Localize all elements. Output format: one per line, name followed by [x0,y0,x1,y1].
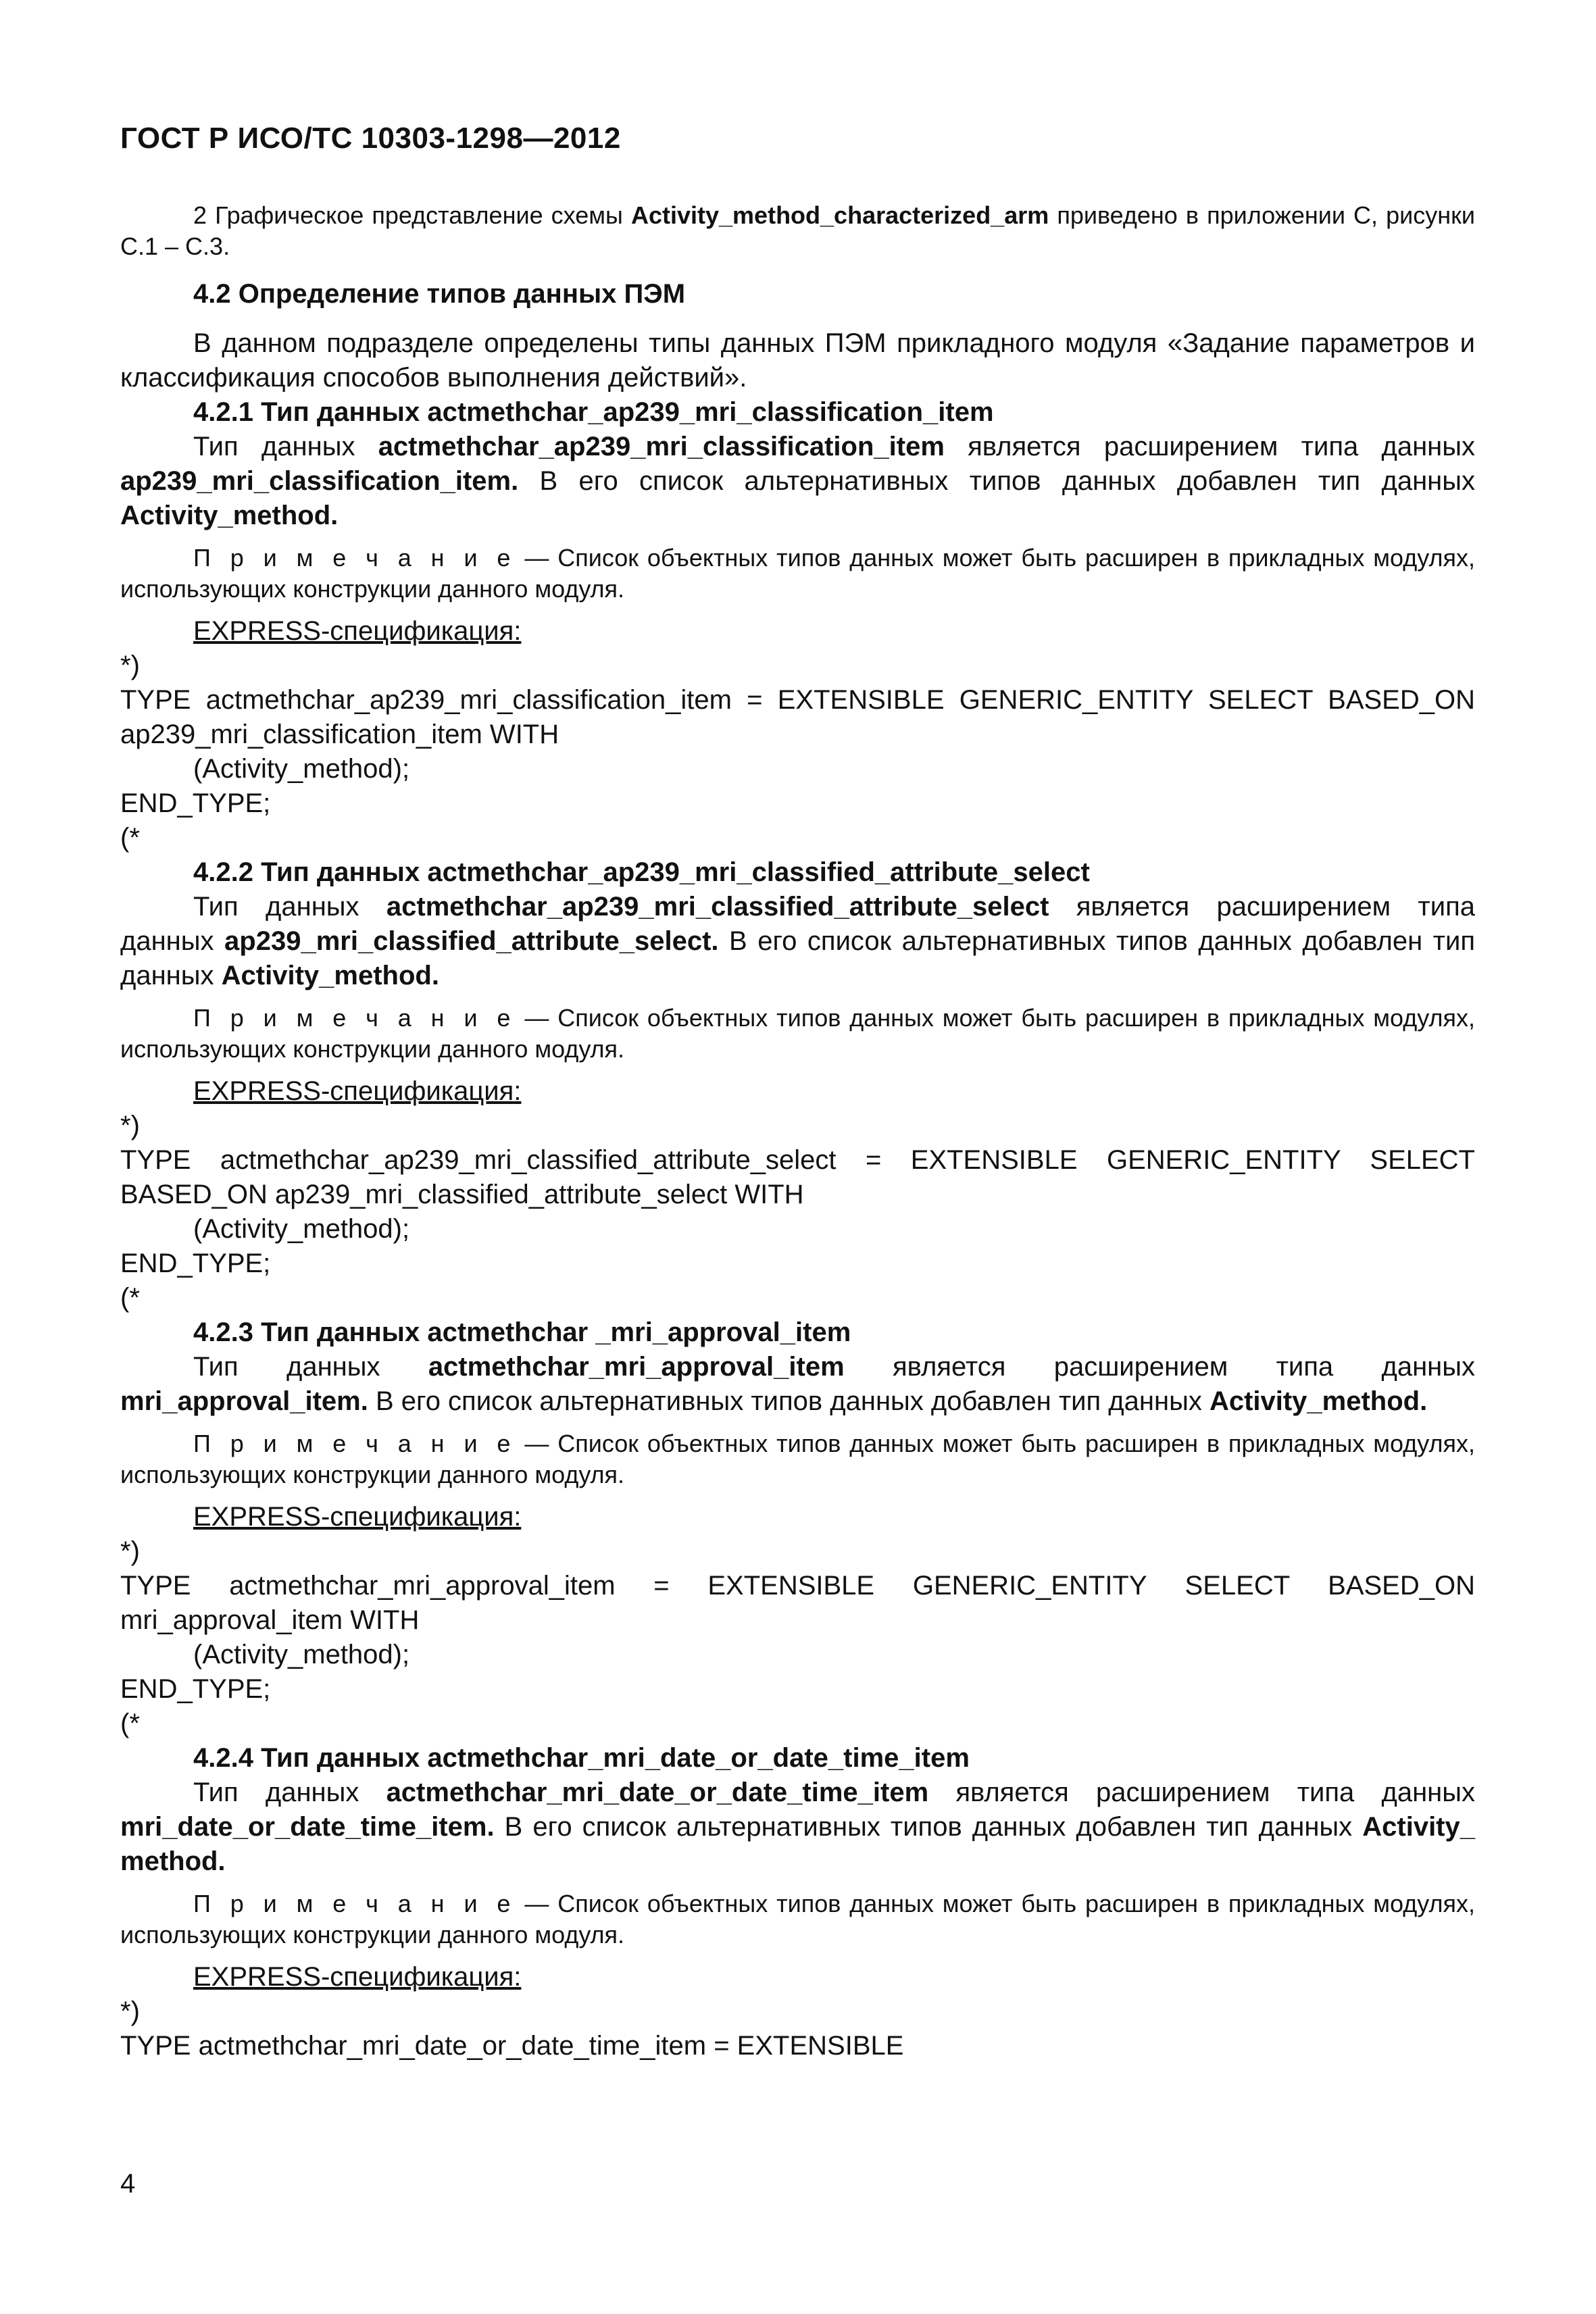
note-4-2-1 [120,543,1475,605]
section-4-2-1-heading: 4.2.1 Тип данных actmethchar_ap239_mri_classification_item [193,397,994,427]
added-type-name: Activity_method. [221,961,439,990]
code-type-declaration: TYPE actmethchar_ap239_mri_classified_attribute_select = EXTENSIBLE GENERIC_ENTITY SELECT BASED_ON ap239_mri_classified_attribute_select WITH [120,1145,1475,1209]
note-label: П р и м е ч а н и е [193,1890,516,1917]
note-4-2-2 [120,1003,1475,1065]
note-label: П р и м е ч а н и е [193,544,516,572]
note-4-2-3 [120,1428,1475,1490]
note-dash: — [516,1004,558,1032]
code-open: *) [120,1536,140,1566]
express-spec-label: EXPRESS-спецификация: [193,616,522,646]
note-dash: — [516,1430,558,1457]
code-select-list: (Activity_method); [193,1214,410,1244]
added-type-name: Activity_ method. [120,1812,1475,1876]
page-content [120,200,1475,2063]
note-text: Список объектных типов данных может быть расширен в прикладных модулях, использующих конструкции данного модуля. [120,544,1475,603]
section-4-2-3-text [120,1350,1475,1419]
section-4-2-2-text [120,890,1475,993]
section-4-2-3-heading: 4.2.3 Тип данных actmethchar _mri_approval_item [193,1317,851,1347]
note-dash: — [516,1890,558,1917]
text-part: В его список альтернативных типов данных добавлен тип данных [494,1812,1363,1842]
note-label: П р и м е ч а н и е [193,1430,516,1457]
code-type-declaration: TYPE actmethchar_mri_approval_item = EXTENSIBLE GENERIC_ENTITY SELECT BASED_ON mri_approval_item WITH [120,1571,1475,1635]
express-spec-label: EXPRESS-спецификация: [193,1502,522,1532]
code-close: (* [120,823,140,853]
text-part: Тип данных [193,1778,386,1807]
type-name: actmethchar_ap239_mri_classified_attribute_select [386,892,1049,922]
section-4-2-text: В данном подразделе определены типы данных ПЭМ прикладного модуля «Задание параметров и классификация способов выполнения действий». [120,328,1475,393]
section-4-2-1-text [120,430,1475,533]
type-name: actmethchar_mri_date_or_date_time_item [386,1778,929,1807]
note-label: П р и м е ч а н и е [193,1004,516,1032]
base-type-name: mri_approval_item. [120,1386,368,1416]
text-part: В его список альтернативных типов данных добавлен тип данных [518,466,1475,496]
type-name: actmethchar_ap239_mri_classification_item [378,432,945,461]
text-part: Тип данных [193,1352,428,1382]
text-part: Тип данных [193,892,386,922]
text-part: Тип данных [193,432,378,461]
code-end-type: END_TYPE; [120,788,271,818]
section-4-2-2-heading: 4.2.2 Тип данных actmethchar_ap239_mri_classified_attribute_select [193,857,1090,887]
code-open: *) [120,1996,140,2026]
text-part: В его список альтернативных типов данных добавлен тип данных [368,1386,1210,1416]
code-type-declaration: TYPE actmethchar_ap239_mri_classification_item = EXTENSIBLE GENERIC_ENTITY SELECT BASED_ON ap239_mri_classification_item WITH [120,685,1475,749]
intro-note-schema: Activity_method_characterized_arm [630,201,1049,229]
text-part: является расширением типа данных [928,1778,1475,1807]
section-4-2-4-text [120,1776,1475,1879]
page-number: 4 [120,2169,136,2198]
code-close: (* [120,1283,140,1313]
code-type-declaration: TYPE actmethchar_mri_date_or_date_time_item = EXTENSIBLE [120,2031,904,2061]
base-type-name: mri_date_or_date_time_item. [120,1812,495,1842]
code-select-list: (Activity_method); [193,754,410,784]
text-part: является расширением типа данных [944,432,1475,461]
intro-note-text-end: приведено в приложении С, рисунки С.1 – С.3. [120,201,1475,260]
code-select-list: (Activity_method); [193,1640,410,1669]
base-type-name: ap239_mri_classification_item. [120,466,519,496]
note-text: Список объектных типов данных может быть расширен в прикладных модулях, использующих конструкции данного модуля. [120,1430,1475,1488]
code-open: *) [120,1111,140,1140]
note-dash: — [516,544,558,572]
express-spec-label: EXPRESS-спецификация: [193,1962,522,1992]
intro-note [120,200,1475,262]
code-close: (* [120,1709,140,1738]
express-spec-label: EXPRESS-спецификация: [193,1076,522,1106]
note-4-2-4 [120,1888,1475,1951]
type-name: actmethchar_mri_approval_item [428,1352,845,1382]
intro-note-text: 2 Графическое представление схемы [193,201,631,229]
section-4-2-4-heading: 4.2.4 Тип данных actmethchar_mri_date_or_date_time_item [193,1743,970,1773]
section-4-2-heading: 4.2 Определение типов данных ПЭМ [193,279,686,309]
text-part: является расширением типа данных [844,1352,1475,1382]
note-text: Список объектных типов данных может быть расширен в прикладных модулях, использующих конструкции данного модуля. [120,1004,1475,1063]
text-part: является расширением типа данных [120,892,1476,956]
added-type-name: Activity_method. [120,501,339,530]
code-end-type: END_TYPE; [120,1249,271,1278]
code-end-type: END_TYPE; [120,1674,271,1704]
code-open: *) [120,651,140,680]
document-header: ГОСТ Р ИСО/ТС 10303-1298—2012 [120,122,621,155]
added-type-name: Activity_method. [1209,1386,1428,1416]
base-type-name: ap239_mri_classified_attribute_select. [224,926,719,956]
text-part: В его список альтернативных типов данных добавлен тип данных [120,926,1475,990]
note-text: Список объектных типов данных может быть расширен в прикладных модулях, использующих конструкции данного модуля. [120,1890,1475,1948]
